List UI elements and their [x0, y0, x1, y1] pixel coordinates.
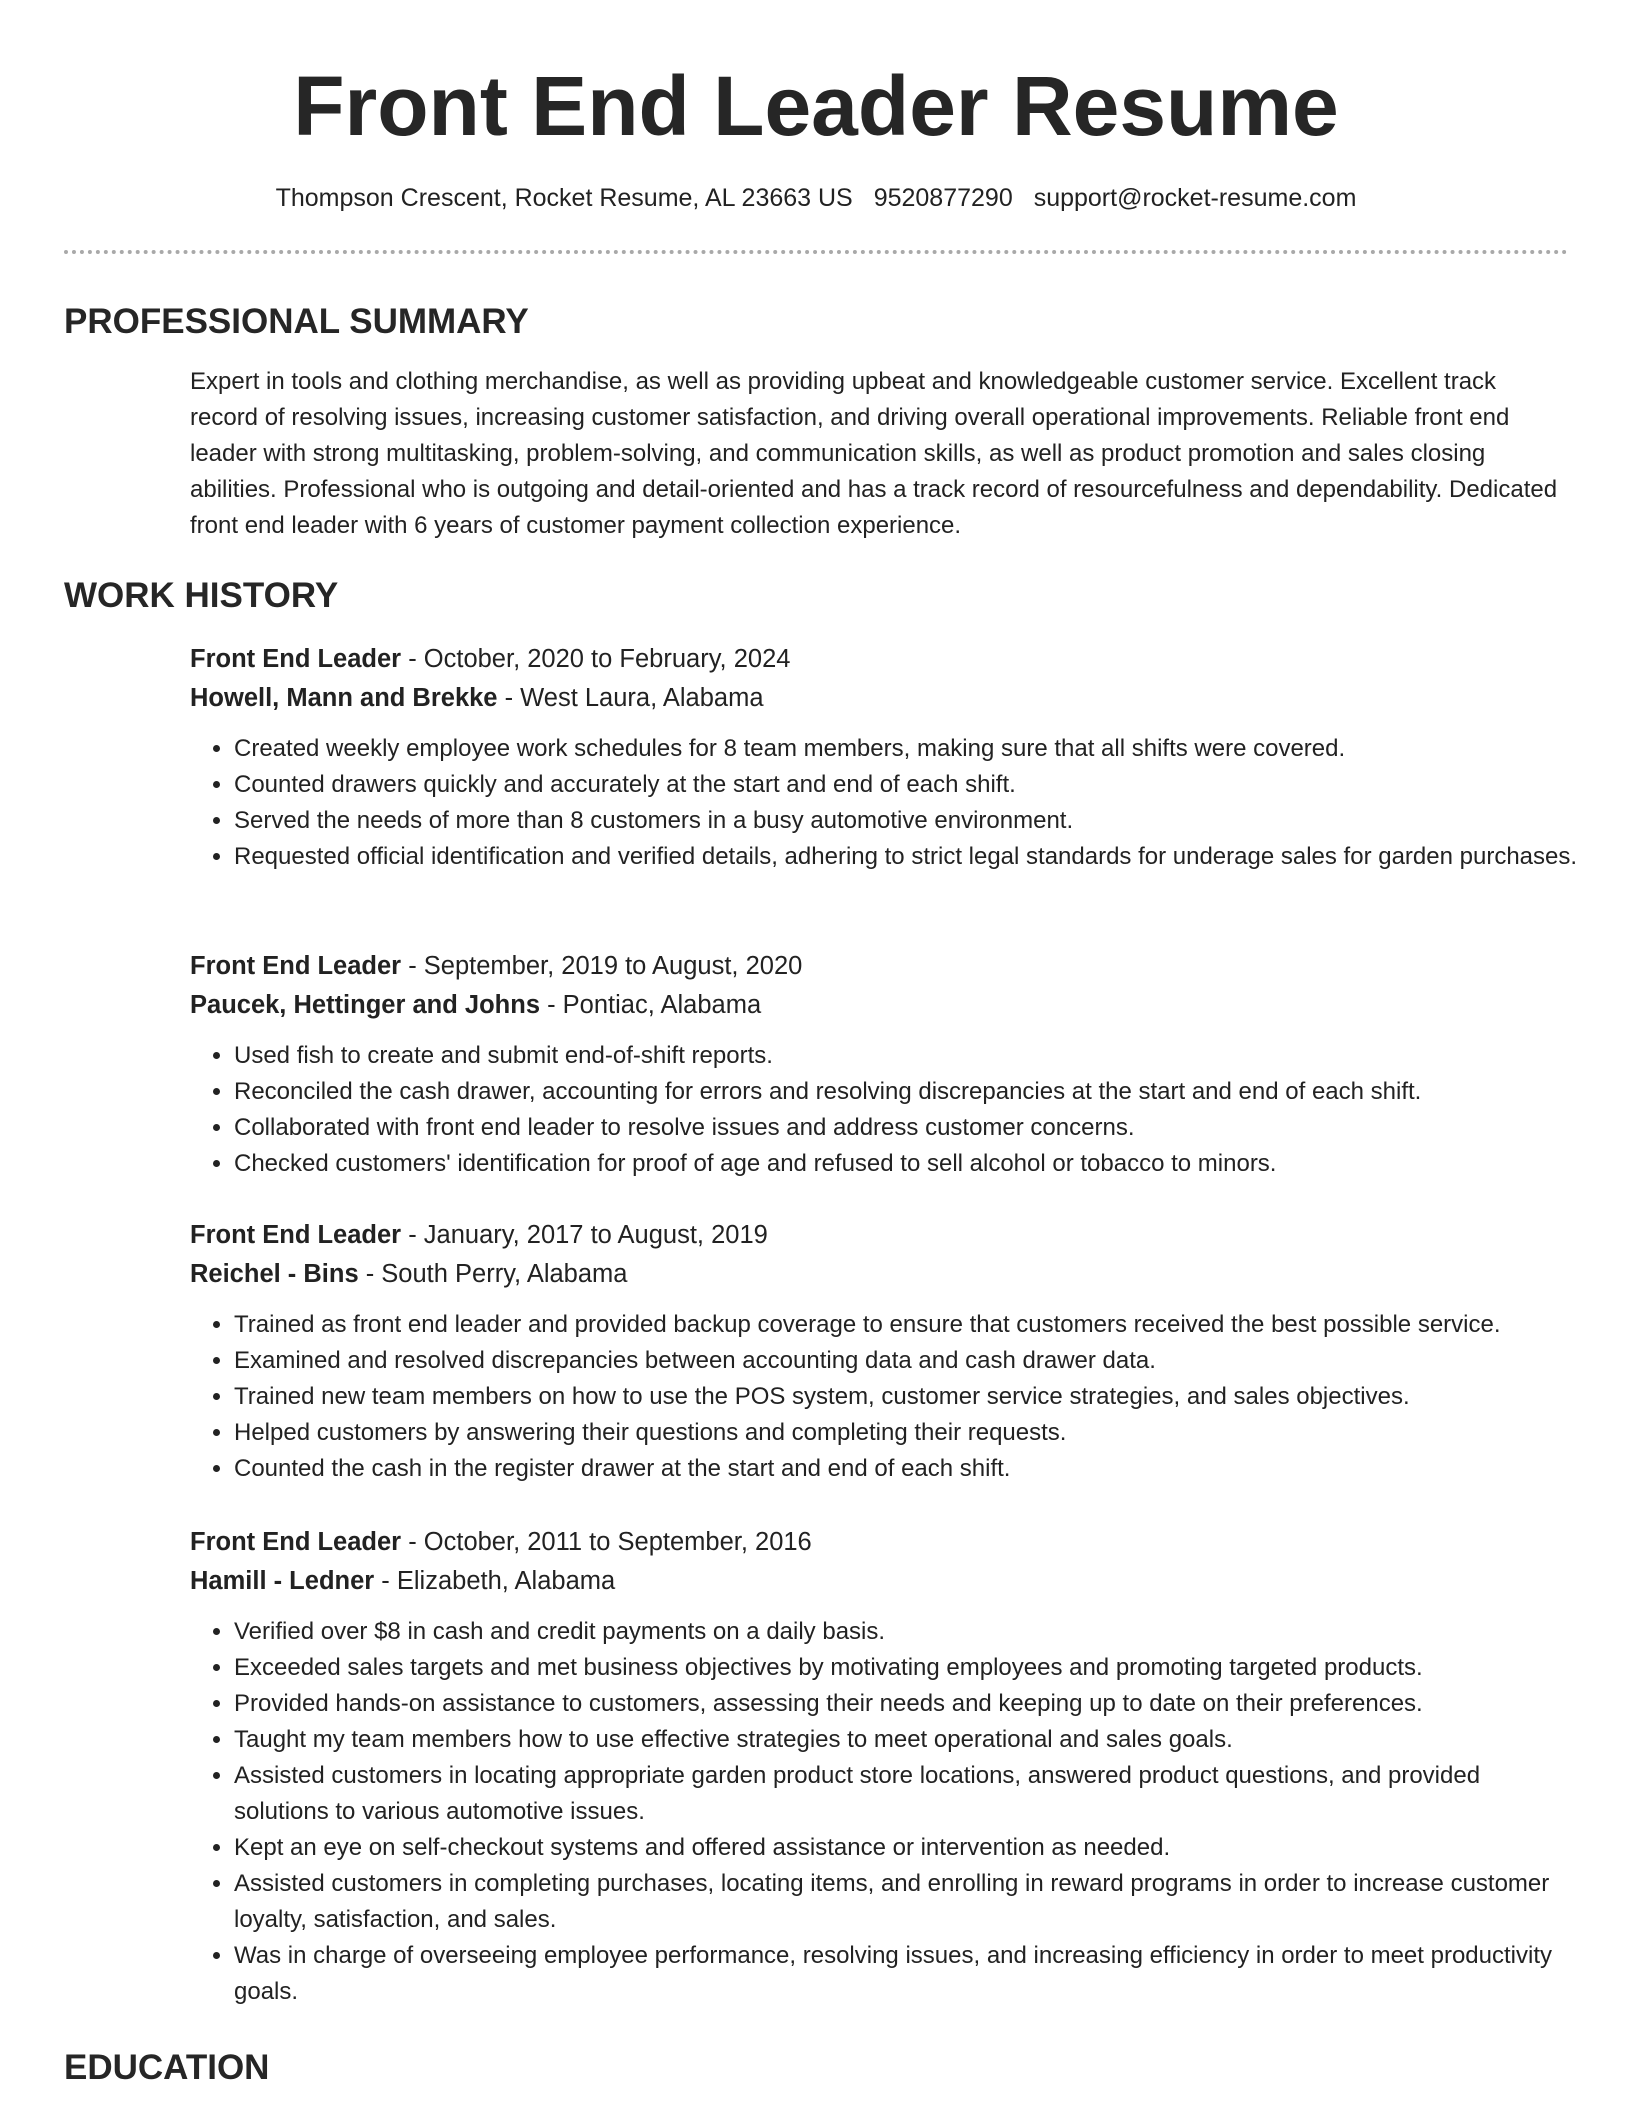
job-company: Howell, Mann and Brekke	[190, 684, 498, 712]
job-bullets	[190, 1038, 1580, 1182]
job-entry	[190, 640, 1580, 875]
job-title-line	[190, 1216, 1580, 1255]
job-title-line	[190, 1523, 1580, 1562]
job-bullet: • Was in charge of overseeing employee performance, resolving issues, and increasing efficiency in order to meet productivity goals.	[234, 1938, 1580, 2010]
work-history-section	[64, 574, 1568, 618]
job-bullet: • Counted drawers quickly and accurately at the start and end of each shift.	[234, 767, 1580, 803]
education-section	[64, 2046, 1568, 2090]
job-bullet: • Reconciled the cash drawer, accounting for errors and resolving discrepancies at the start and end of each shift.	[234, 1074, 1580, 1110]
contact-phone: 9520877290	[873, 184, 1013, 212]
job-company: Paucek, Hettinger and Johns	[190, 991, 541, 1019]
job-location: - West Laura, Alabama	[497, 684, 764, 712]
job-bullet: • Collaborated with front end leader to resolve issues and address customer concerns.	[234, 1110, 1580, 1146]
job-bullets	[190, 1614, 1580, 2010]
job-entry	[190, 1523, 1580, 2010]
job-bullet: • Served the needs of more than 8 customers in a busy automotive environment.	[234, 803, 1580, 839]
contact-address: Thompson Crescent, Rocket Resume, AL 23663 US	[275, 184, 853, 212]
job-bullet: • Created weekly employee work schedules for 8 team members, making sure that all shifts were covered.	[234, 731, 1580, 767]
job-company: Reichel - Bins	[190, 1260, 359, 1288]
job-title: Front End Leader	[190, 1528, 402, 1556]
job-dates: - January, 2017 to August, 2019	[401, 1221, 768, 1249]
job-location: - South Perry, Alabama	[358, 1260, 628, 1288]
job-company-line	[190, 986, 1580, 1025]
job-company: Hamill - Ledner	[190, 1567, 375, 1595]
job-bullet: • Trained as front end leader and provided backup coverage to ensure that customers received the best possible service.	[234, 1307, 1580, 1343]
job-bullet: • Kept an eye on self-checkout systems and offered assistance or intervention as needed.	[234, 1830, 1580, 1866]
contact-line	[0, 180, 1632, 216]
work-history-heading: WORK HISTORY	[64, 576, 339, 615]
job-bullet: • Requested official identification and verified details, adhering to strict legal standards for underage sales for garden purchases.	[234, 839, 1580, 875]
job-location: - Elizabeth, Alabama	[374, 1567, 616, 1595]
job-bullet: • Taught my team members how to use effective strategies to meet operational and sales goals.	[234, 1722, 1580, 1758]
job-title: Front End Leader	[190, 645, 402, 673]
summary-heading: PROFESSIONAL SUMMARY	[64, 302, 529, 341]
job-dates: - October, 2011 to September, 2016	[401, 1528, 812, 1556]
job-bullet: • Verified over $8 in cash and credit payments on a daily basis.	[234, 1614, 1580, 1650]
contact-email: support@rocket-resume.com	[1033, 184, 1357, 212]
job-entry	[190, 1216, 1580, 1487]
job-entry	[190, 947, 1580, 1182]
job-title: Front End Leader	[190, 1221, 402, 1249]
job-bullet: • Examined and resolved discrepancies between accounting data and cash drawer data.	[234, 1343, 1580, 1379]
job-bullets	[190, 731, 1580, 875]
summary-text: Expert in tools and clothing merchandise, as well as providing upbeat and knowledgeable customer service. Excellent track record of resolving issues, increasing customer satisfaction, and driving overall operational improvements. Reliable front end leader with strong multitasking, problem-solving, and communication skills, as well as product promotion and sales closing abilities. Professional who is outgoing and detail-oriented and has a track record of resourcefulness and dependability. Dedicated front end leader with 6 years of customer payment collection experience.	[190, 368, 1558, 539]
job-company-line	[190, 679, 1580, 718]
job-title-line	[190, 640, 1580, 679]
job-bullet: • Used fish to create and submit end-of-shift reports.	[234, 1038, 1580, 1074]
header-divider	[64, 250, 1568, 254]
job-bullet: • Provided hands-on assistance to customers, assessing their needs and keeping up to date on their preferences.	[234, 1686, 1580, 1722]
job-company-line	[190, 1562, 1580, 1601]
job-bullets	[190, 1307, 1580, 1487]
job-bullet: • Assisted customers in completing purchases, locating items, and enrolling in reward programs in order to increase customer loyalty, satisfaction, and sales.	[234, 1866, 1580, 1938]
job-dates: - October, 2020 to February, 2024	[401, 645, 791, 673]
job-bullet: • Trained new team members on how to use the POS system, customer service strategies, and sales objectives.	[234, 1379, 1580, 1415]
job-title-line	[190, 947, 1580, 986]
job-bullet: • Checked customers' identification for proof of age and refused to sell alcohol or tobacco to minors.	[234, 1146, 1580, 1182]
job-bullet: • Assisted customers in locating appropriate garden product store locations, answered product questions, and provided solutions to various automotive issues.	[234, 1758, 1580, 1830]
resume-title: Front End Leader Resume	[293, 59, 1339, 153]
job-location: - Pontiac, Alabama	[540, 991, 762, 1019]
job-dates: - September, 2019 to August, 2020	[401, 952, 803, 980]
summary-section	[64, 300, 1568, 344]
job-bullet: • Helped customers by answering their questions and completing their requests.	[234, 1415, 1580, 1451]
job-bullet: • Counted the cash in the register drawer at the start and end of each shift.	[234, 1451, 1580, 1487]
job-bullet: • Exceeded sales targets and met business objectives by motivating employees and promoting targeted products.	[234, 1650, 1580, 1686]
job-company-line	[190, 1255, 1580, 1294]
job-title: Front End Leader	[190, 952, 402, 980]
education-heading: EDUCATION	[64, 2048, 270, 2087]
